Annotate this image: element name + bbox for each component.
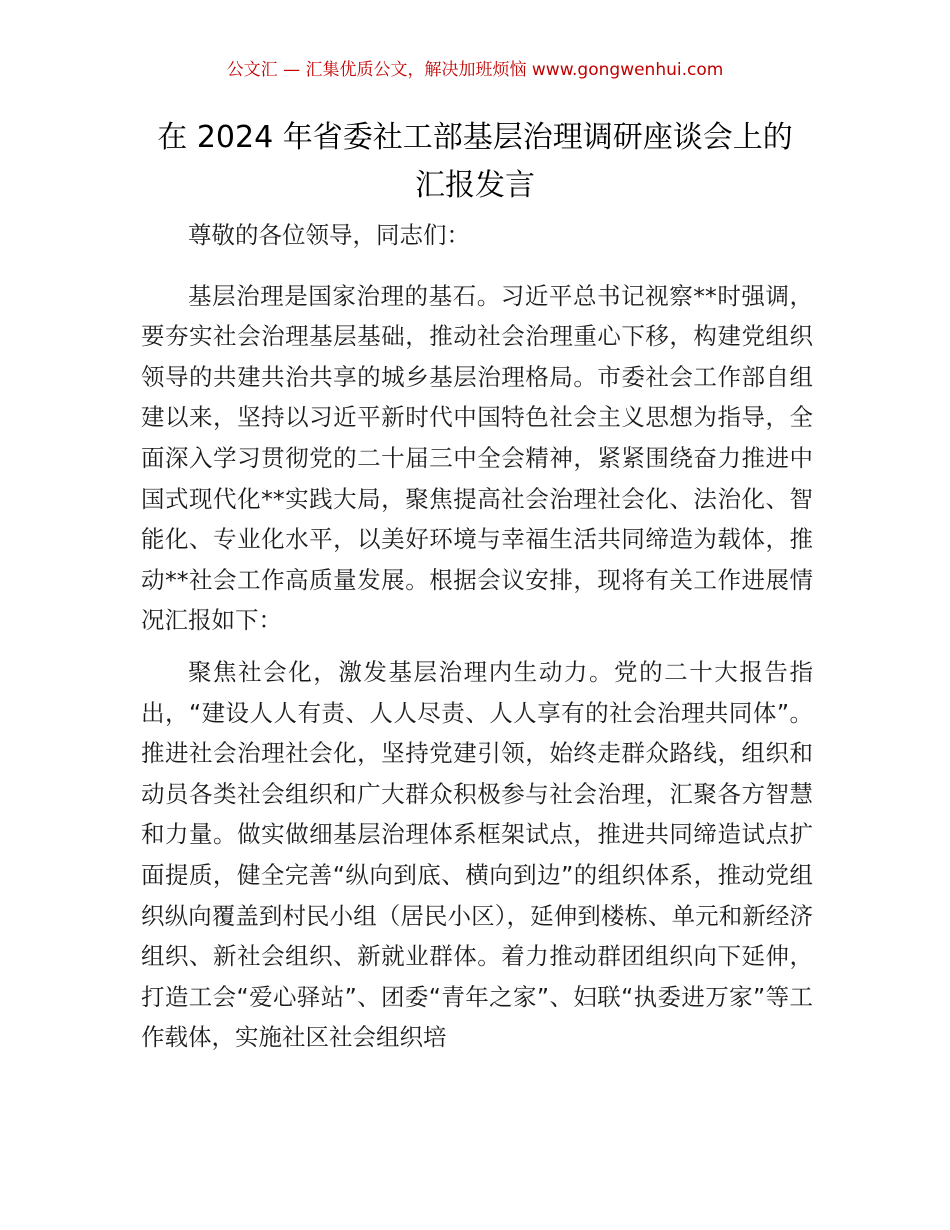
header-banner[interactable]: 公文汇 — 汇集优质公文，解决加班烦恼 www.gongwenhui.com bbox=[226, 60, 724, 80]
paragraph-1: 基层治理是国家治理的基石。习近平总书记视察**时强调，要夯实社会治理基层基础，推动社会治理重心下移，构建党组织领导的共建共治共享的城乡基层治理格局。市委社会工作部自组建以来，坚持以习近平新时代中国特色社会主义思想为指导，全面深入学习贯彻党的二十届三中全会精神，紧紧围绕奋力推进中国式现代化**实践大局，聚焦提高社会治理社会化、法治化、智能化、专业化水平，以美好环境与幸福生活共同缔造为载体，推动**社会工作高质量发展。根据会议安排，现将有关工作进展情况汇报如下： bbox=[141, 281, 813, 635]
document-body bbox=[141, 215, 813, 1069]
title-line-1: 在 2024 年省委社工部基层治理调研座谈会上的 bbox=[157, 120, 793, 155]
salutation: 尊敬的各位领导，同志们： bbox=[188, 221, 470, 249]
document-title bbox=[120, 114, 830, 210]
paragraph-2: 聚焦社会化，激发基层治理内生动力。党的二十大报告指出，“建设人人有责、人人尽责、人人享有的社会治理共同体”。推进社会治理社会化，坚持党建引领，始终走群众路线，组织和动员各类社会组织和广大群众积极参与社会治理，汇聚各方智慧和力量。做实做细基层治理体系框架试点，推进共同缔造试点扩面提质，健全完善“纵向到底、横向到边”的组织体系，推动党组织纵向覆盖到村民小组（居民小区），延伸到楼栋、单元和新经济组织、新社会组织、新就业群体。着力推动群团组织向下延伸，打造工会“爱心驿站”、团委“青年之家”、妇联“执委进万家”等工作载体，实施社区社会组织培 bbox=[141, 657, 813, 1052]
title-line-2: 汇报发言 bbox=[415, 168, 535, 203]
